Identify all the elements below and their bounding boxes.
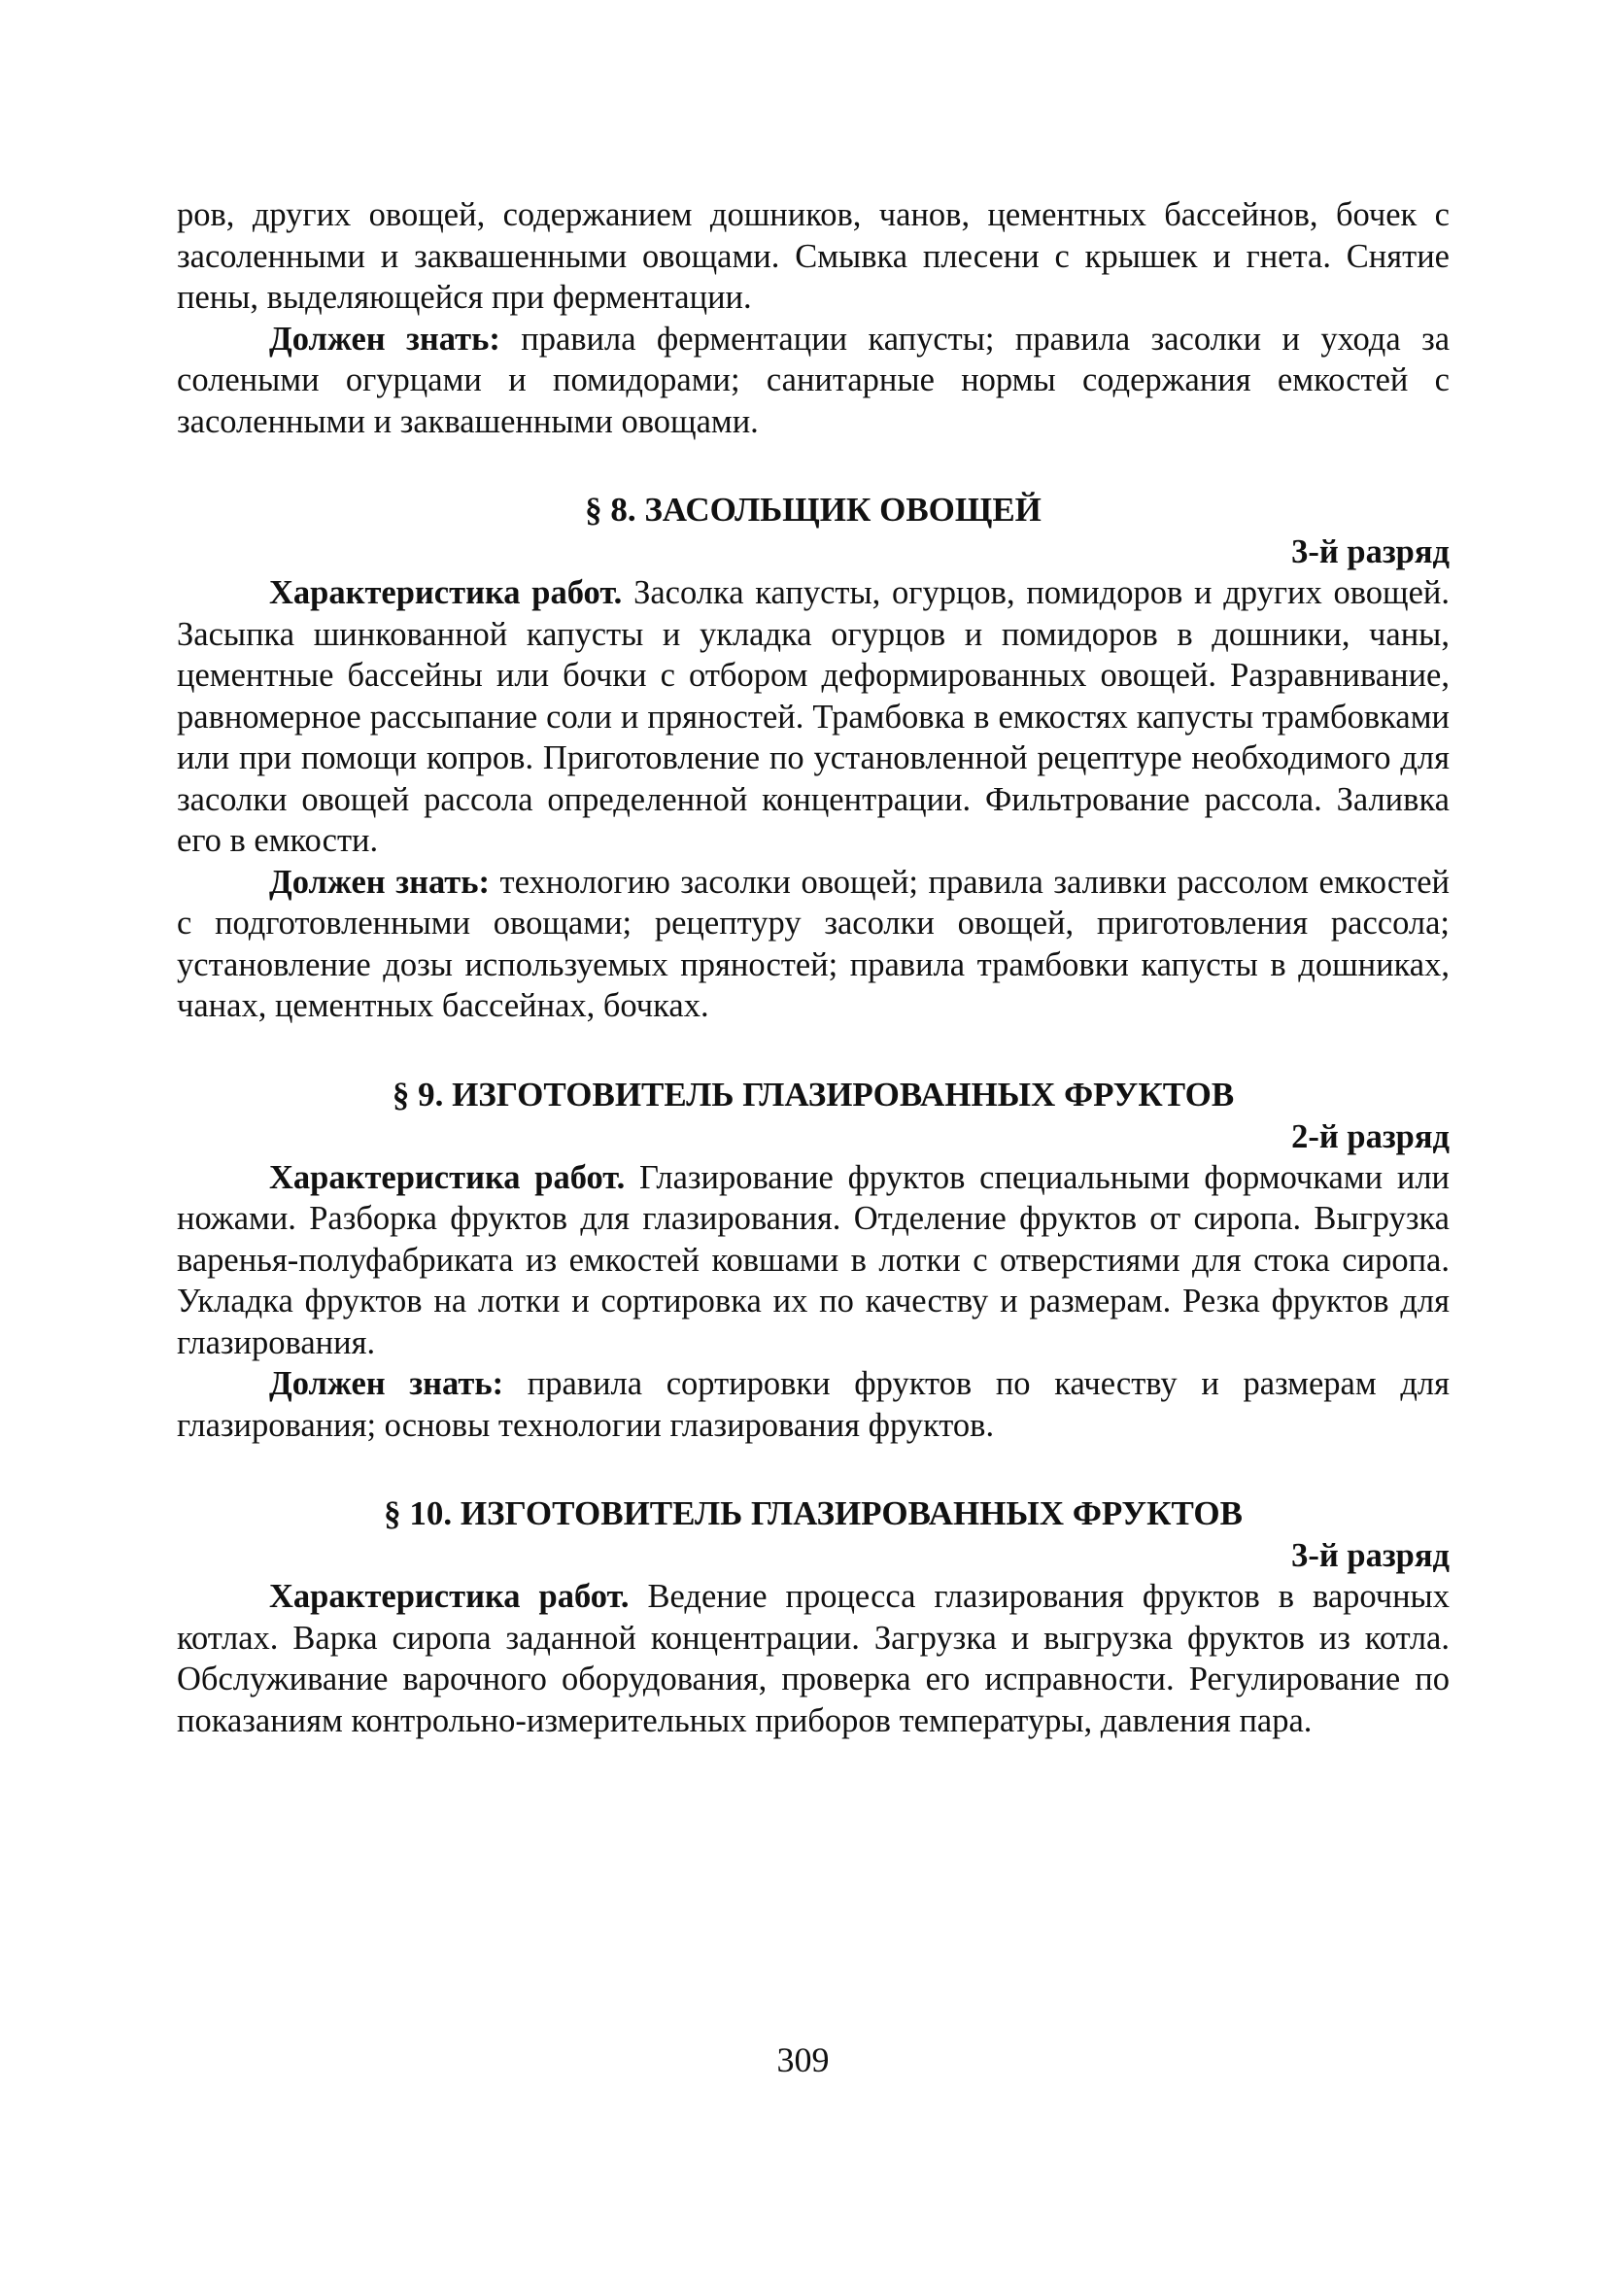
section-title: § 9. ИЗГОТОВИТЕЛЬ ГЛАЗИРОВАННЫХ ФРУКТОВ [392, 1075, 1235, 1114]
work-label: Характеристика работ. [269, 1158, 626, 1196]
section-grade: 3-й разряд [1291, 533, 1450, 570]
section-grade: 3-й разряд [1291, 1537, 1450, 1574]
work-text: Ведение процесса глазирования фруктов в варочных котлах. Варка сиропа заданной концентрации. Загрузка и выгрузка фруктов из котла. Обслуживание варочного оборудования, проверка его исправности. Регулирование по показаниям контрольно-измерительных приборов температуры, давления пара. [177, 1578, 1450, 1739]
work-description-paragraph [177, 572, 1450, 862]
section-title: § 10. ИЗГОТОВИТЕЛЬ ГЛАЗИРОВАННЫХ ФРУКТОВ [384, 1494, 1243, 1532]
section-10 [177, 1492, 1450, 1741]
work-label: Характеристика работ. [269, 1578, 630, 1615]
page-number: 309 [776, 2040, 830, 2079]
work-label: Характеристика работ. [269, 574, 623, 611]
knowledge-text: технологию засолки овощей; правила заливки рассолом емкостей с подготовленными овощами; рецептуру засолки овощей, приготовления рассола; установление дозы используемых пряностей; правила трамбовки капусты в дошниках, чанах, цементных бассейнах, бочках. [177, 863, 1450, 1024]
knowledge-paragraph [177, 1363, 1450, 1446]
section-8 [177, 489, 1450, 1027]
section-grade: 2-й разряд [1291, 1117, 1450, 1155]
knowledge-text: правила ферментации капусты; правила засолки и ухода за солеными огурцами и помидорами; санитарные нормы содержания емкостей с засоленными и заквашенными овощами. [177, 320, 1451, 440]
intro-continuation-paragraph: ров, других овощей, содержанием дошников, чанов, цементных бассейнов, бочек с засоленными и заквашенными овощами. Смывка плесени с крышек и гнета. Снятие пены, выделяющейся при ферментации. [177, 196, 1450, 316]
knowledge-label: Должен знать: [269, 320, 500, 358]
section-title: § 8. ЗАСОЛЬЩИК ОВОЩЕЙ [585, 491, 1042, 529]
section-9 [177, 1074, 1450, 1447]
work-description-paragraph [177, 1576, 1450, 1741]
work-text: Засолка капусты, огурцов, помидоров и других овощей. Засыпка шинкованной капусты и укладка огурцов и помидоров в дошники, чаны, цементные бассейны или бочки с отбором деформированных овощей. Разравнивание, равномерное рассыпание соли и пряностей. Трамбовка в емкостях капусты трамбовками или при помощи копров. Приготовление по установленной рецептуре необходимого для засолки овощей рассола определенной концентрации. Фильтрование рассола. Заливка его в емкости. [177, 574, 1450, 859]
work-description-paragraph [177, 1157, 1450, 1364]
document-page [177, 194, 1450, 1741]
intro-knowledge-paragraph [177, 319, 1450, 443]
knowledge-text: правила сортировки фруктов по качеству и размерам для глазирования; основы технологии глазирования фруктов. [177, 1365, 1451, 1444]
work-text: Глазирование фруктов специальными формочками или ножами. Разборка фруктов для глазирования. Отделение фруктов от сиропа. Выгрузка варенья-полуфабриката из емкостей ковшами в лотки с отверстиями для стока сиропа. Укладка фруктов на лотки и сортировка их по качеству и размерам. Резка фруктов для глазирования. [177, 1158, 1450, 1361]
knowledge-paragraph [177, 862, 1450, 1027]
knowledge-label: Должен знать: [269, 863, 490, 901]
knowledge-label: Должен знать: [269, 1365, 504, 1402]
